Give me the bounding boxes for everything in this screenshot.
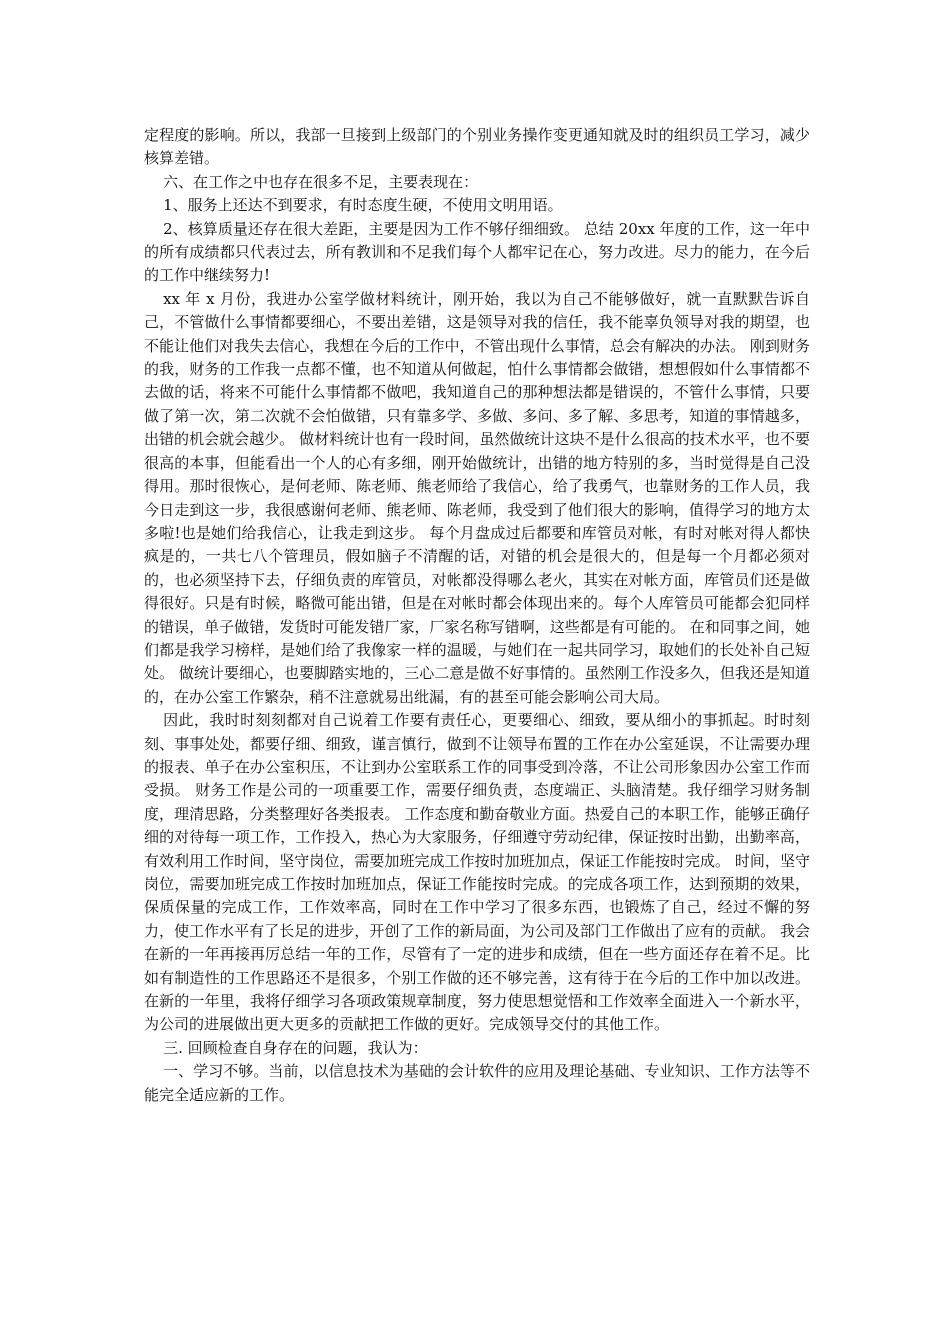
paragraph-shortcoming-1: 1、服务上还达不到要求，有时态度生硬，不使用文明用语。 (163, 196, 563, 215)
paragraph-section-three-heading: 三. 回顾检查自身存在的问题，我认为： (163, 1038, 428, 1057)
paragraph-continuation: 定程度的影响。所以，我部一旦接到上级部门的个别业务操作变更通知就及时的组织员工学习，减少核算差错。 (144, 126, 810, 168)
paragraph-office-statistics: xx 年 x 月份，我进办公室学做材料统计，刚开始，我以为自己不能够做好，就一直默默告诉自己，不管做什么事情都要细心，不要出差错，这是领导对我的信任，我不能辜负领导对我的期望，也不能让他们对我失去信心，我想在今后的工作中，不管出现什么事情，总会有解决的办法。 刚到财务的我，财务的工作我一点都不懂，也不知道从何做起，怕什么事情都会做错，想想假如什么事情都不去做的话，将来不可能什么事情都不做吧，我知道自己的那种想法都是错误的，不管什么事情，只要做了第一次，第二次就不会怕做错，只有靠多学、多做、多问、多了解、多思考，知道的事情越多，出错的机会就会越少。 做材料统计也有一段时间，虽然做统计这块不是什么很高的技术水平，也不要很高的本事，但能看出一个人的心有多细，刚开始做统计，出错的地方特别的多，当时觉得是自己没得用。那时很恢心，是何老师、陈老师、熊老师给了我信心，给了我勇气，也靠财务的工作人员，我今日走到这一步，我很感谢何老师、熊老师、陈老师，我受到了他们很大的影响，值得学习的地方太多啦!也是她们给我信心，让我走到这步。 每个月盘成过后都要和库管员对帐，有时对帐对得人都快疯是的，一共七八个管理员，假如脑子不清醒的话，对错的机会是很大的，但是每一个月都必须对的，也必须坚持下去，仔细负责的库管员，对帐都没得哪么老火，其实在对帐方面，库管员们还是做得很好。只是有时候，略微可能出错，但是在对帐时都会体现出来的。每个人库管员可能都会犯同样的错误，单子做错，发货时可能发错厂家，厂家名称写错啊，这些都是有可能的。 在和同事之间，她们都是我学习榜样，是她们给了我像家一样的温暖，与她们在一起共同学习，取她们的长处补自己短处。 做统计要细心，也要脚踏实地的，三心二意是做不好事情的。虽然刚工作没多久，但我还是知道的，在办公室工作繁杂，稍不注意就易出纰漏，有的甚至可能会影响公司大局。 (144, 289, 810, 706)
paragraph-shortcoming-2: 2、核算质量还存在很大差距，主要是因为工作不够仔细细致。 总结 20xx 年度的工作，这一年中的所有成绩都只代表过去，所有教训和不足我们每个人都牢记在心，努力改进。尽力的能力，在今后的工作中继续努力! (144, 219, 810, 285)
paragraph-responsibility: 因此，我时时刻刻都对自己说着工作要有责任心，更要细心、细致，要从细小的事抓起。时时刻刻、事事处处，都要仔细、细致，谨言慎行，做到不让领导布置的工作在办公室延误，不让需要办理的报表、单子在办公室积压，不让到办公室联系工作的同事受到冷落，不让公司形象因办公室工作而受损。 财务工作是公司的一项重要工作，需要仔细负责，态度端正、头脑清楚。我仔细学习财务制度，理清思路，分类整理好各类报表。 工作态度和勤奋敬业方面。热爱自己的本职工作，能够正确仔细的对待每一项工作，工作投入，热心为大家服务，仔细遵守劳动纪律，保证按时出勤，出勤率高，有效利用工作时间，坚守岗位，需要加班完成工作按时加班加点，保证工作能按时完成。 时间，坚守岗位，需要加班完成工作按时加班加点，保证工作能按时完成。的完成各项工作，达到预期的效果，保质保量的完成工作，工作效率高，同时在工作中学习了很多东西，也锻炼了自己，经过不懈的努力，使工作水平有了长足的进步，开创了工作的新局面，为公司及部门工作做出了应有的贡献。 我会在新的一年再接再厉总结一年的工作，尽管有了一定的进步和成绩，但在一些方面还存在着不足。比如有制造性的工作思路还不是很多，个别工作做的还不够完善，这有待于在今后的工作中加以改进。在新的一年里，我将仔细学习各项政策规章制度，努力使思想觉悟和工作效率全面进入一个新水平，为公司的进展做出更大更多的贡献把工作做的更好。完成领导交付的其他工作。 (144, 711, 810, 1034)
paragraph-problem-1: 一、学习不够。当前，以信息技术为基础的会计软件的应用及理论基础、专业知识、工作方法等不能完全适应新的工作。 (144, 1062, 810, 1104)
paragraph-section-six-heading: 六、在工作之中也存在很多不足，主要表现在： (163, 172, 479, 191)
document-body (144, 124, 810, 1107)
